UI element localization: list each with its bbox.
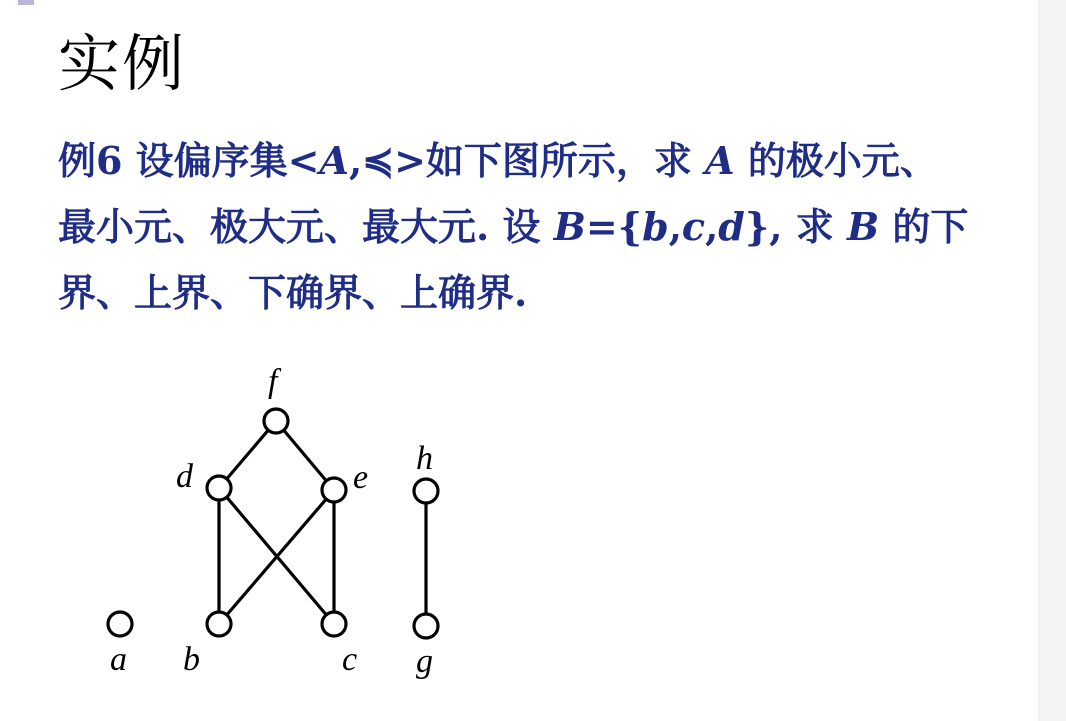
text-run: 最小元、极大元、最大元. 设 bbox=[58, 204, 554, 249]
label-f: f bbox=[268, 363, 278, 400]
hasse-edges bbox=[219, 421, 426, 626]
text-run: }, 求 bbox=[744, 204, 848, 249]
variable-d: d bbox=[718, 204, 745, 249]
node-b bbox=[207, 612, 231, 636]
text-run: ={ bbox=[585, 204, 643, 249]
label-c: c bbox=[342, 641, 358, 678]
hasse-nodes bbox=[108, 409, 438, 638]
node-a bbox=[108, 612, 132, 636]
node-g bbox=[414, 614, 438, 638]
label-e: e bbox=[353, 459, 369, 496]
node-d bbox=[207, 476, 231, 500]
text-run: 的极小元、 bbox=[734, 138, 938, 183]
node-f bbox=[264, 409, 288, 433]
text-run: ,≼>如下图所示，求 bbox=[349, 138, 706, 183]
node-h bbox=[414, 479, 438, 503]
slide-title: 实例 bbox=[58, 27, 187, 100]
node-e bbox=[322, 478, 346, 502]
variable-c: c bbox=[681, 204, 706, 249]
label-b: b bbox=[183, 641, 200, 678]
text-run: , bbox=[668, 204, 682, 249]
variable-A: A bbox=[319, 138, 349, 183]
label-g: g bbox=[416, 643, 433, 680]
variable-A: A bbox=[705, 138, 735, 183]
text-run: 界、上界、下确界、上确界. bbox=[58, 270, 528, 315]
label-d: d bbox=[176, 458, 193, 495]
text-run: 例6 设偏序集< bbox=[58, 138, 320, 183]
variable-b: b bbox=[642, 204, 669, 249]
variable-B: B bbox=[847, 204, 880, 249]
node-c bbox=[322, 612, 346, 636]
text-run: , bbox=[705, 204, 719, 249]
label-a: a bbox=[110, 641, 127, 678]
label-h: h bbox=[416, 440, 433, 477]
variable-B: B bbox=[553, 204, 586, 249]
text-run: 的下 bbox=[879, 204, 969, 249]
